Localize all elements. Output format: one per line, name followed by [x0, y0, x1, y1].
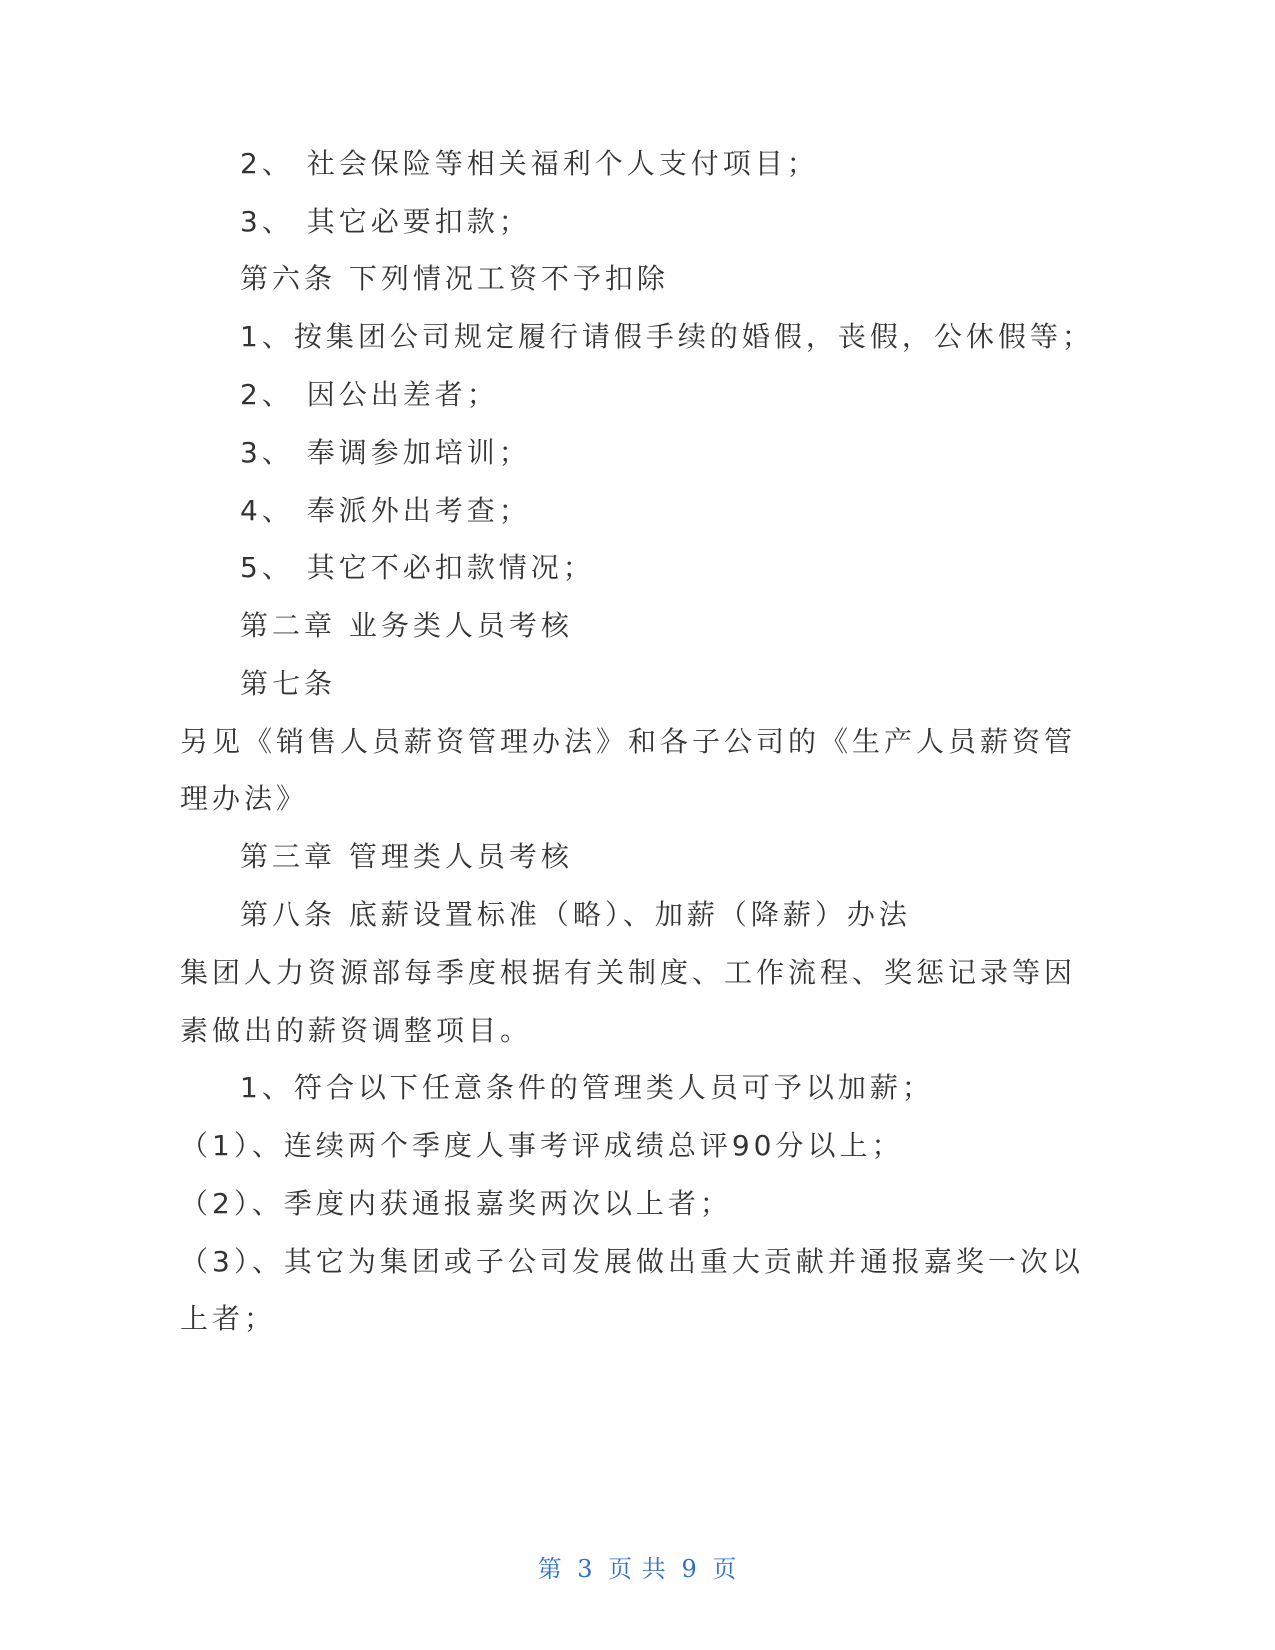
page-number-footer: [0, 1554, 1275, 1584]
paragraph-line: 1、按集团公司规定履行请假手续的婚假，丧假，公休假等；: [240, 320, 1094, 353]
paragraph-line: 理办法》: [180, 782, 309, 815]
article-heading: 第八条 底薪设置标准（略）、加薪（降薪）办法: [240, 898, 911, 931]
list-item: （2）、季度内获通报嘉奖两次以上者；: [180, 1187, 732, 1220]
list-item: （3）、其它为集团或子公司发展做出重大贡献并通报嘉奖一次以: [180, 1245, 1084, 1278]
paragraph-line: 1、符合以下任意条件的管理类人员可予以加薪；: [240, 1071, 934, 1104]
paragraph-line: 集团人力资源部每季度根据有关制度、工作流程、奖惩记录等因: [180, 956, 1077, 989]
footer-total-pages: 9: [681, 1555, 698, 1583]
article-heading: 第七条: [240, 667, 337, 700]
list-item: （1）、连续两个季度人事考评成绩总评90分以上；: [180, 1129, 904, 1162]
paragraph-line: 4、 奉派外出考查；: [240, 494, 531, 527]
article-heading: 第六条 下列情况工资不予扣除: [240, 262, 669, 295]
paragraph-line: 2、 因公出差者；: [240, 378, 499, 411]
paragraph-line: 另见《销售人员薪资管理办法》和各子公司的《生产人员薪资管: [180, 725, 1077, 758]
paragraph-line: 3、 奉调参加培训；: [240, 436, 531, 469]
paragraph-line: 素做出的薪资调整项目。: [180, 1014, 533, 1047]
paragraph-line: 3、 其它必要扣款；: [240, 205, 531, 238]
paragraph-line: 5、 其它不必扣款情况；: [240, 551, 595, 584]
footer-current-page: 3: [577, 1555, 594, 1583]
chapter-heading: 第二章 业务类人员考核: [240, 609, 573, 642]
footer-suffix: 页: [712, 1555, 738, 1583]
footer-middle: 页 共: [608, 1555, 667, 1583]
paragraph-line: 2、 社会保险等相关福利个人支付项目；: [240, 147, 819, 180]
footer-prefix: 第: [537, 1555, 563, 1583]
chapter-heading: 第三章 管理类人员考核: [240, 840, 573, 873]
list-item: 上者；: [180, 1302, 277, 1335]
